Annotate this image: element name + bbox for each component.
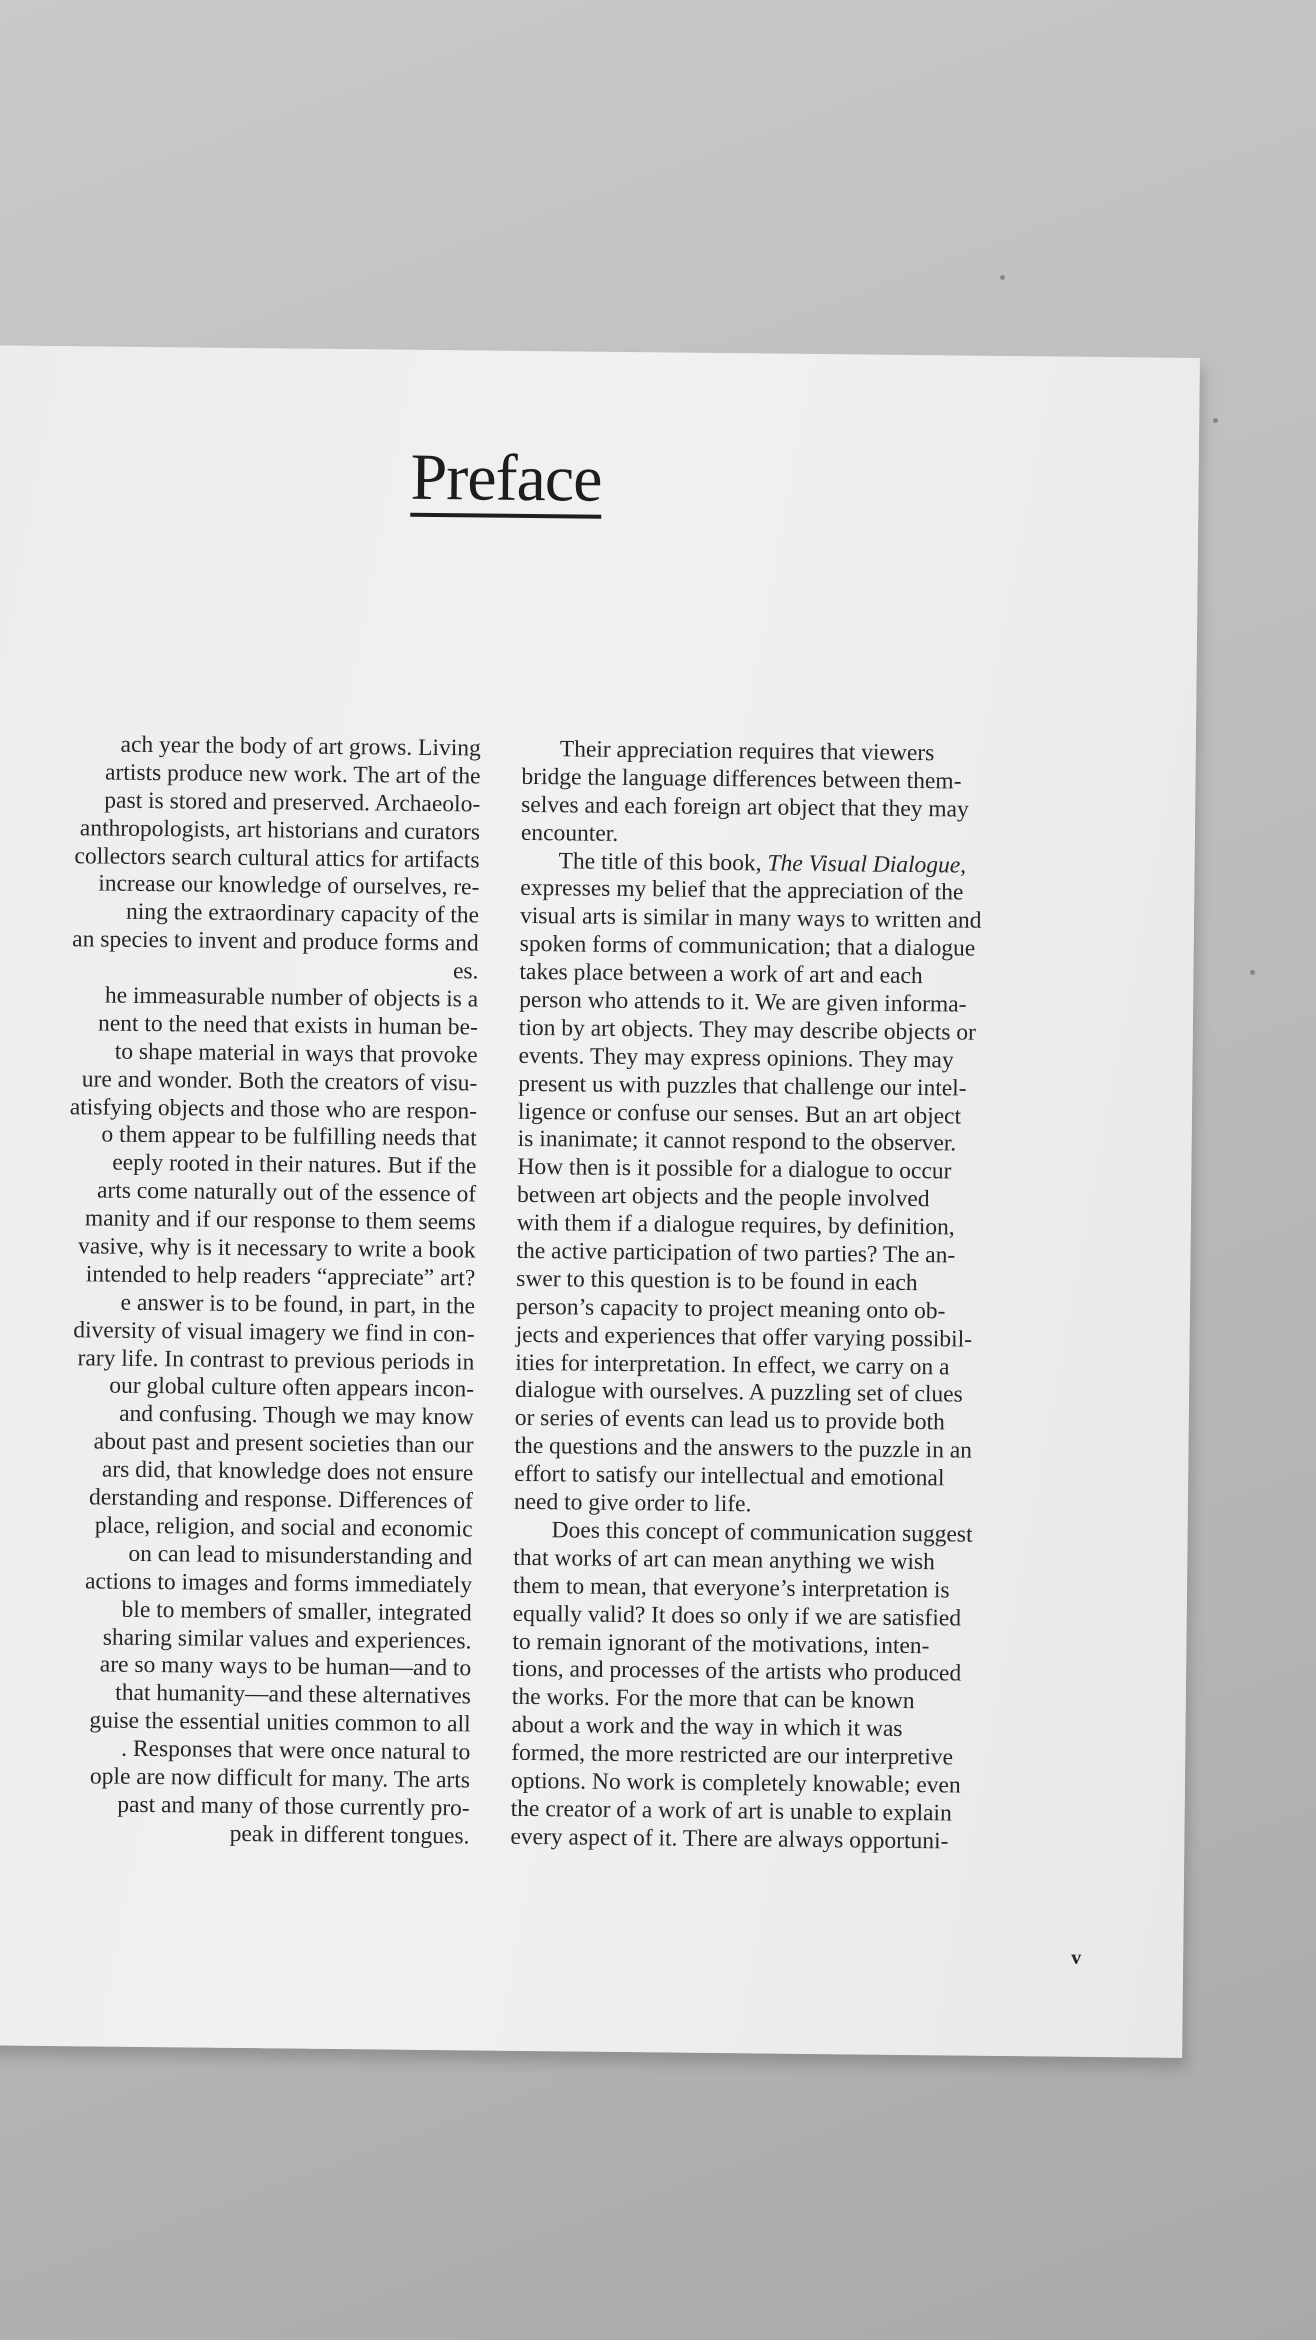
text-line: options. No work is completely knowable; even: [510, 1767, 961, 1799]
text-line: nent to the need that exists in human be-: [97, 1010, 479, 1041]
text-line: . Responses that were once natural to: [121, 1735, 471, 1766]
text-line: to shape material in ways that provoke: [114, 1038, 478, 1069]
text-line: formed, the more restricted are our interpretive: [511, 1739, 954, 1771]
text-line: peak in different tongues.: [229, 1820, 470, 1850]
text-line: that works of art can mean anything we wish: [513, 1544, 936, 1576]
surface-speck: [1213, 418, 1218, 423]
text-line: tions, and processes of the artists who produced: [512, 1656, 962, 1687]
text-line: jects and experiences that offer varying possibil-: [515, 1321, 973, 1353]
text-line: ach year the body of art grows. Living: [120, 731, 481, 762]
text-line: ure and wonder. Both the creators of visu-: [81, 1066, 478, 1097]
text-line: and confusing. Though we may know: [119, 1401, 474, 1431]
text-line: arts come naturally out of the essence of: [96, 1177, 477, 1208]
text-line: present us with puzzles that challenge our intel-: [518, 1070, 967, 1102]
text-line: an species to invent and produce forms and: [72, 926, 479, 957]
text-line: he immeasurable number of objects is a: [104, 982, 479, 1013]
text-line: guise the essential unities common to all: [89, 1707, 471, 1738]
text-line: or series of events can lead us to provide both: [514, 1405, 945, 1436]
text-line: derstanding and response. Differences of: [88, 1484, 474, 1515]
text-line: effort to satisfy our intellectual and emotional: [514, 1461, 945, 1492]
text-line: vasive, why is it necessary to write a book: [77, 1233, 476, 1264]
text-line: are so many ways to be human—and to: [99, 1651, 472, 1682]
text-line: the creator of a work of art is unable to explain: [510, 1795, 952, 1827]
text-line: between art objects and the people involved: [516, 1182, 930, 1213]
text-line: the active participation of two parties? The an-: [516, 1237, 956, 1269]
text-line: ars did, that knowledge does not ensure: [101, 1456, 474, 1487]
page-title: Preface: [410, 445, 602, 519]
text-line: ities for interpretation. In effect, we carry on a: [515, 1349, 950, 1381]
text-line: them to mean, that everyone’s interpretation is: [512, 1572, 950, 1604]
text-line: e answer is to be found, in part, in the: [120, 1289, 476, 1320]
text-line: atisfying objects and those who are respon-: [69, 1093, 478, 1125]
text-line: increase our knowledge of ourselves, re-: [98, 870, 480, 901]
book-title-italic: The Visual Dialogue,: [767, 850, 967, 879]
text-line: the questions and the answers to the puzzle in an: [514, 1433, 973, 1464]
text-line: about a work and the way in which it was: [511, 1712, 903, 1743]
text-line: sharing similar values and experiences.: [102, 1624, 472, 1654]
text-line: events. They may express opinions. They may: [518, 1042, 954, 1074]
text-line: every aspect of it. There are always opportuni-: [510, 1823, 949, 1855]
left-text-column: [0, 730, 481, 1851]
text-line: Does this concept of communication suggest: [551, 1517, 973, 1548]
text-line: expresses my belief that the appreciation of the: [520, 875, 964, 906]
text-line: spoken forms of communication; that a dialogue: [519, 931, 976, 962]
text-line: that humanity—and these alternatives: [115, 1679, 472, 1710]
text-line: bridge the language differences between them-: [521, 763, 962, 795]
text-line: with them if a dialogue requires, by definition,: [516, 1210, 955, 1241]
right-text-column: [510, 736, 1042, 1857]
text-line: selves and each foreign art object that they may: [521, 791, 969, 823]
text-line: to remain ignorant of the motivations, inten-: [512, 1628, 930, 1659]
text-line: How then is it possible for a dialogue to occur: [517, 1154, 952, 1185]
text-line: collectors search cultural attics for artifacts: [74, 842, 480, 874]
text-line: actions to images and forms immediately: [84, 1568, 473, 1599]
text-line: intended to help readers “appreciate” art?: [85, 1261, 476, 1292]
text-line: need to give order to life.: [513, 1488, 752, 1518]
text-line: o them appear to be fulfilling needs that: [101, 1121, 477, 1152]
book-page: [0, 345, 1200, 2058]
text-line: ning the extraordinary capacity of the: [125, 899, 480, 929]
text-line: person’s capacity to project meaning onto ob-: [515, 1293, 946, 1325]
text-line: past is stored and preserved. Archaeolo-: [104, 787, 481, 818]
text-line: swer to this question is to be found in each: [516, 1265, 918, 1297]
page-number: v: [1071, 1946, 1082, 1969]
text-line: takes place between a work of art and each: [519, 959, 923, 990]
text-line: ople are now difficult for many. The arts: [89, 1763, 471, 1794]
text-line: visual arts is similar in many ways to written and: [519, 903, 982, 935]
text-line: dialogue with ourselves. A puzzling set of clues: [514, 1377, 963, 1409]
text-line: eeply rooted in their natures. But if the: [112, 1149, 477, 1180]
text-line: about past and present societies than our: [93, 1428, 474, 1459]
text-line: encounter.: [520, 819, 619, 847]
text-line: tion by art objects. They may describe objects or: [518, 1014, 977, 1046]
text-line: artists produce new work. The art of the: [104, 759, 481, 790]
text-line: place, religion, and social and economic: [94, 1512, 473, 1543]
text-line: ligence or confuse our senses. But an art object: [517, 1098, 962, 1130]
text-line: equally valid? It does so only if we are satisfied: [512, 1600, 962, 1632]
text-line: The title of this book, The Visual Dialogue,: [558, 847, 967, 879]
surface-speck: [1000, 275, 1005, 280]
text-line: manity and if our response to them seems: [84, 1205, 476, 1236]
text-line: our global culture often appears incon-: [109, 1373, 475, 1403]
text-line: anthropologists, art historians and curators: [79, 814, 481, 846]
text-line: person who attends to it. We are given informa-: [519, 986, 967, 1018]
text-line: past and many of those currently pro-: [117, 1791, 470, 1822]
surface-speck: [1250, 970, 1255, 975]
text-line: Their appreciation requires that viewers: [559, 736, 935, 767]
text-line: the works. For the more that can be known: [511, 1684, 915, 1715]
text-line: on can lead to misunderstanding and: [128, 1540, 473, 1571]
text-line: rary life. In contrast to previous periods in: [77, 1344, 475, 1376]
text-line: diversity of visual imagery we find in con-: [73, 1316, 475, 1348]
text-line: ble to members of smaller, integrated: [121, 1596, 472, 1627]
text-line: es.: [452, 958, 479, 985]
text-line: is inanimate; it cannot respond to the observer.: [517, 1126, 957, 1157]
